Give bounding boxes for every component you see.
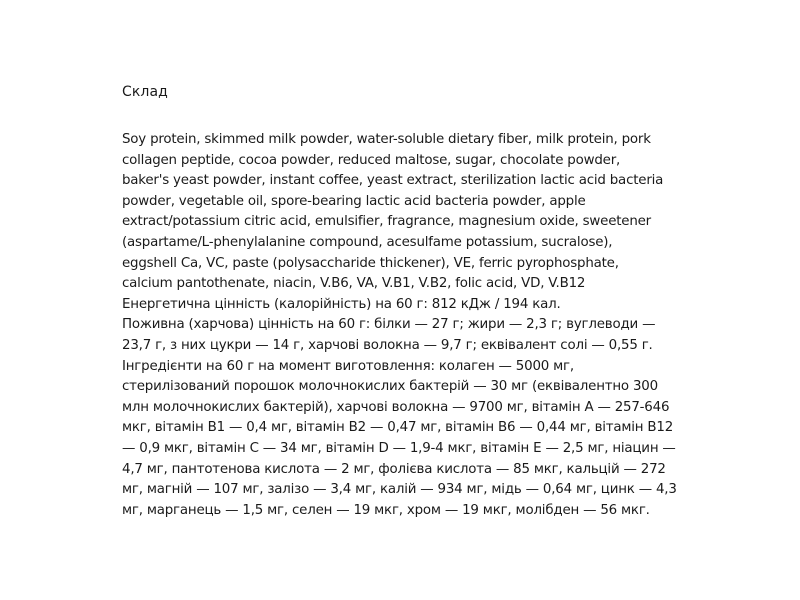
ingredients-line: Інгредієнти на 60 г на момент виготовлення: колаген — 5000 мг, (122, 358, 574, 374)
text-line: calcium pantothenate, niacin, V.B6, VA, V.B1, V.B2, folic acid, VD, V.B12 (122, 276, 586, 292)
text-line: baker's yeast powder, instant coffee, yeast extract, sterilization lactic acid bacteria (122, 173, 664, 189)
nutrition-line: 23,7 г, з них цукри — 14 г, харчові волокна — 9,7 г; еквівалент солі — 0,55 г. (122, 337, 653, 353)
text-line: (aspartame/L-phenylalanine compound, acesulfame potassium, sucralose), (122, 234, 613, 250)
text-line: powder, vegetable oil, spore-bearing lactic acid bacteria powder, apple (122, 193, 586, 209)
ingredients-line: мг, магній — 107 мг, залізо — 3,4 мг, калій — 934 мг, мідь — 0,64 мг, цинк — 4,3 (122, 482, 677, 498)
composition-section (122, 82, 692, 521)
composition-text (122, 130, 692, 521)
ingredients-line: стерилізований порошок молочнокислих бактерій — 30 мг (еквівалентно 300 (122, 379, 658, 395)
ingredients-line: 4,7 мг, пантотенова кислота — 2 мг, фолієва кислота — 85 мкг, кальцій — 272 (122, 461, 666, 477)
text-line: Soy protein, skimmed milk powder, water-soluble dietary fiber, milk protein, pork (122, 132, 651, 147)
energy-value-line: Енергетична цінність (калорійність) на 60 г: 812 кДж / 194 кал. (122, 296, 561, 312)
text-line: extract/potassium citric acid, emulsifier, fragrance, magnesium oxide, sweetener (122, 214, 651, 230)
ingredients-line: млн молочнокислих бактерій), харчові волокна — 9700 мг, вітамін А — 257-646 (122, 399, 670, 415)
ingredients-line: мг, марганець — 1,5 мг, селен — 19 мкг, хром — 19 мкг, молібден — 56 мкг. (122, 502, 650, 518)
section-heading: Склад (122, 84, 168, 100)
ingredients-line: — 0,9 мкг, вітамін С — 34 мг, вітамін D — 1,9-4 мкг, вітамін Е — 2,5 мг, ніацин — (122, 440, 676, 456)
ingredients-line: мкг, вітамін В1 — 0,4 мг, вітамін В2 — 0,47 мг, вітамін В6 — 0,44 мг, вітамін В12 (122, 420, 674, 436)
text-line: eggshell Ca, VC, paste (polysaccharide thickener), VE, ferric pyrophosphate, (122, 255, 619, 271)
text-line: collagen peptide, cocoa powder, reduced maltose, sugar, chocolate powder, (122, 152, 621, 168)
nutrition-line: Поживна (харчова) цінність на 60 г: білки — 27 г; жири — 2,3 г; вуглеводи — (122, 317, 656, 333)
